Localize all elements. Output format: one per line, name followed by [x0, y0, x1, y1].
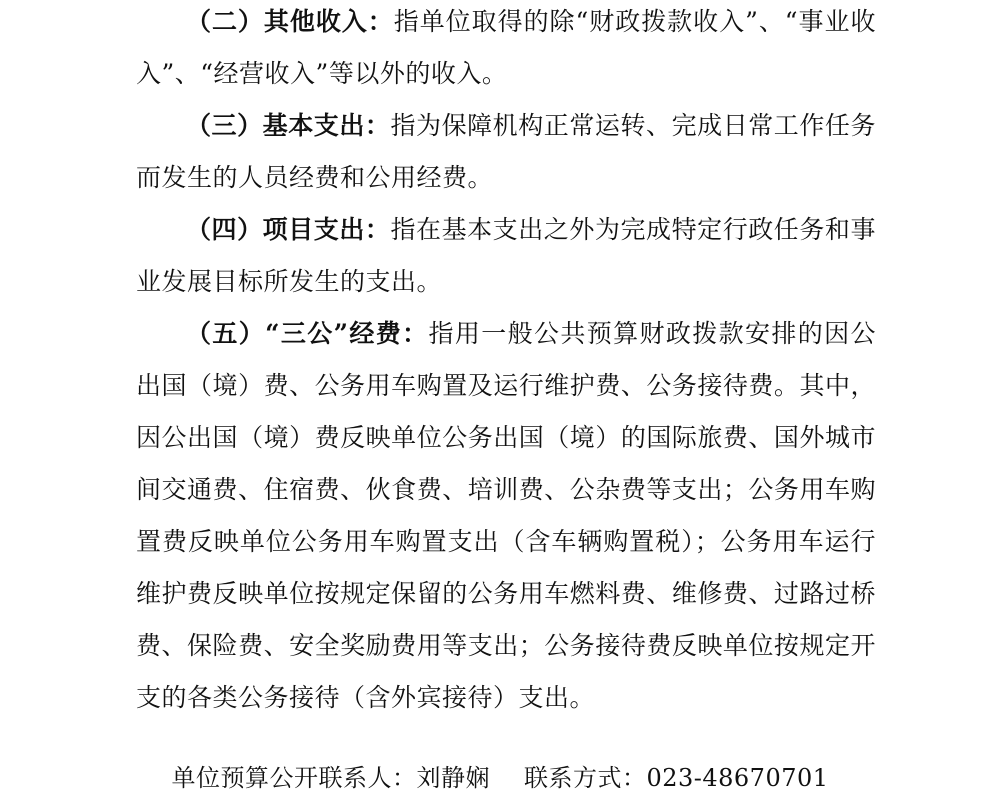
paragraph-other-income	[136, 0, 876, 100]
contact-person: 单位预算公开联系人：刘静娴	[171, 764, 490, 792]
contact-phone: 联系方式：023-48670701	[523, 764, 829, 792]
definition-three-public-expenses: 指用一般公共预算财政拨款安排的因公出国（境）费、公务用车购置及运行维护费、公务接待费。其中，因公出国（境）费反映单位公务出国（境）的国际旅费、国外城市间交通费、住宿费、伙食费、培训费、公杂费等支出；公务用车购置费反映单位公务用车购置支出（含车辆购置税）；公务用车运行维护费反映单位按规定保留的公务用车燃料费、维修费、过路过桥费、保险费、安全奖励费用等支出；公务接待费反映单位按规定开支的各类公务接待（含外宾接待）支出。	[136, 319, 876, 712]
document-body	[136, 0, 876, 724]
term-basic-expenditure: （三）基本支出：	[186, 111, 391, 140]
contact-line	[0, 752, 1000, 804]
paragraph-project-expenditure	[136, 204, 876, 308]
term-three-public-expenses: （五）“三公”经费：	[186, 319, 429, 348]
paragraph-three-public-expenses	[136, 308, 876, 724]
paragraph-basic-expenditure	[136, 100, 876, 204]
term-project-expenditure: （四）项目支出：	[186, 215, 391, 244]
definition-project-expenditure: 指在基本支出之外为完成特定行政任务和事业发展目标所发生的支出。	[136, 215, 876, 296]
term-other-income: （二）其他收入：	[186, 7, 394, 36]
definition-basic-expenditure: 指为保障机构正常运转、完成日常工作任务而发生的人员经费和公用经费。	[136, 111, 876, 192]
definition-other-income: 指单位取得的除“财政拨款收入”、“事业收入”、“经营收入”等以外的收入。	[136, 7, 876, 88]
